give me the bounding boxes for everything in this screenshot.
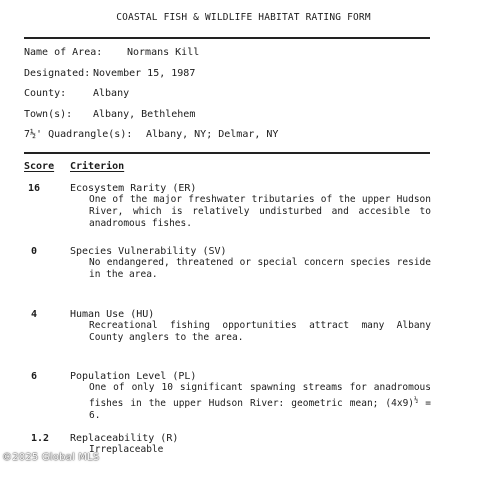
score-replaceability: 1.2 <box>31 433 50 444</box>
description-replaceability: Irreplaceable <box>89 444 164 455</box>
description-population-level-main: One of only 10 significant spawning streams for anadromous fishes in the upper Hudson River: geometric mean; (4x9) <box>89 382 431 410</box>
criterion-species-vulnerability: Species Vulnerability (SV) <box>70 246 227 257</box>
quadrangle-row <box>24 129 278 140</box>
criterion-human-use: Human Use (HU) <box>70 309 155 320</box>
score-column-header: Score <box>24 161 55 172</box>
form-title: COASTAL FISH & WILDLIFE HABITAT RATING FORM <box>116 12 371 23</box>
exponent-half: ½ <box>414 396 419 404</box>
description-ecosystem-rarity: One of the major freshwater tributaries of the upper Hudson River, which is relatively undisturbed and accesible to anadromous fishes. <box>89 194 431 229</box>
county-value: Albany <box>93 88 130 99</box>
towns-row <box>24 109 195 120</box>
copyright-watermark: ©2025 Global MLS <box>2 452 100 463</box>
criterion-population-level: Population Level (PL) <box>70 371 197 382</box>
county-row <box>24 88 129 99</box>
towns-label: Town(s): <box>24 109 73 120</box>
towns-value: Albany, Bethlehem <box>93 109 196 120</box>
area-name-row <box>24 47 199 58</box>
area-name-value: Normans Kill <box>127 47 200 58</box>
designated-row <box>24 68 195 79</box>
area-name-label: Name of Area: <box>24 47 103 58</box>
criterion-replaceability: Replaceability (R) <box>70 433 179 444</box>
description-species-vulnerability: No endangered, threatened or special concern species reside in the area. <box>89 257 431 280</box>
score-species-vulnerability: 0 <box>31 246 38 257</box>
quadrangle-value: Albany, NY; Delmar, NY <box>146 129 279 140</box>
description-human-use: Recreational fishing opportunities attract many Albany County anglers to the area. <box>89 320 431 343</box>
designated-label: Designated: <box>24 68 91 79</box>
score-population-level: 6 <box>31 371 38 382</box>
criterion-column-header: Criterion <box>70 161 125 172</box>
description-population-level-end: = 6. <box>89 398 431 422</box>
score-ecosystem-rarity: 16 <box>28 183 41 194</box>
description-population-level <box>89 382 431 422</box>
score-human-use: 4 <box>31 309 38 320</box>
top-divider <box>24 37 430 39</box>
criterion-ecosystem-rarity: Ecosystem Rarity (ER) <box>70 183 197 194</box>
header-divider <box>24 152 430 154</box>
designated-value: November 15, 1987 <box>93 68 196 79</box>
county-label: County: <box>24 88 67 99</box>
quadrangle-label: 7½' Quadrangle(s): <box>24 129 133 140</box>
